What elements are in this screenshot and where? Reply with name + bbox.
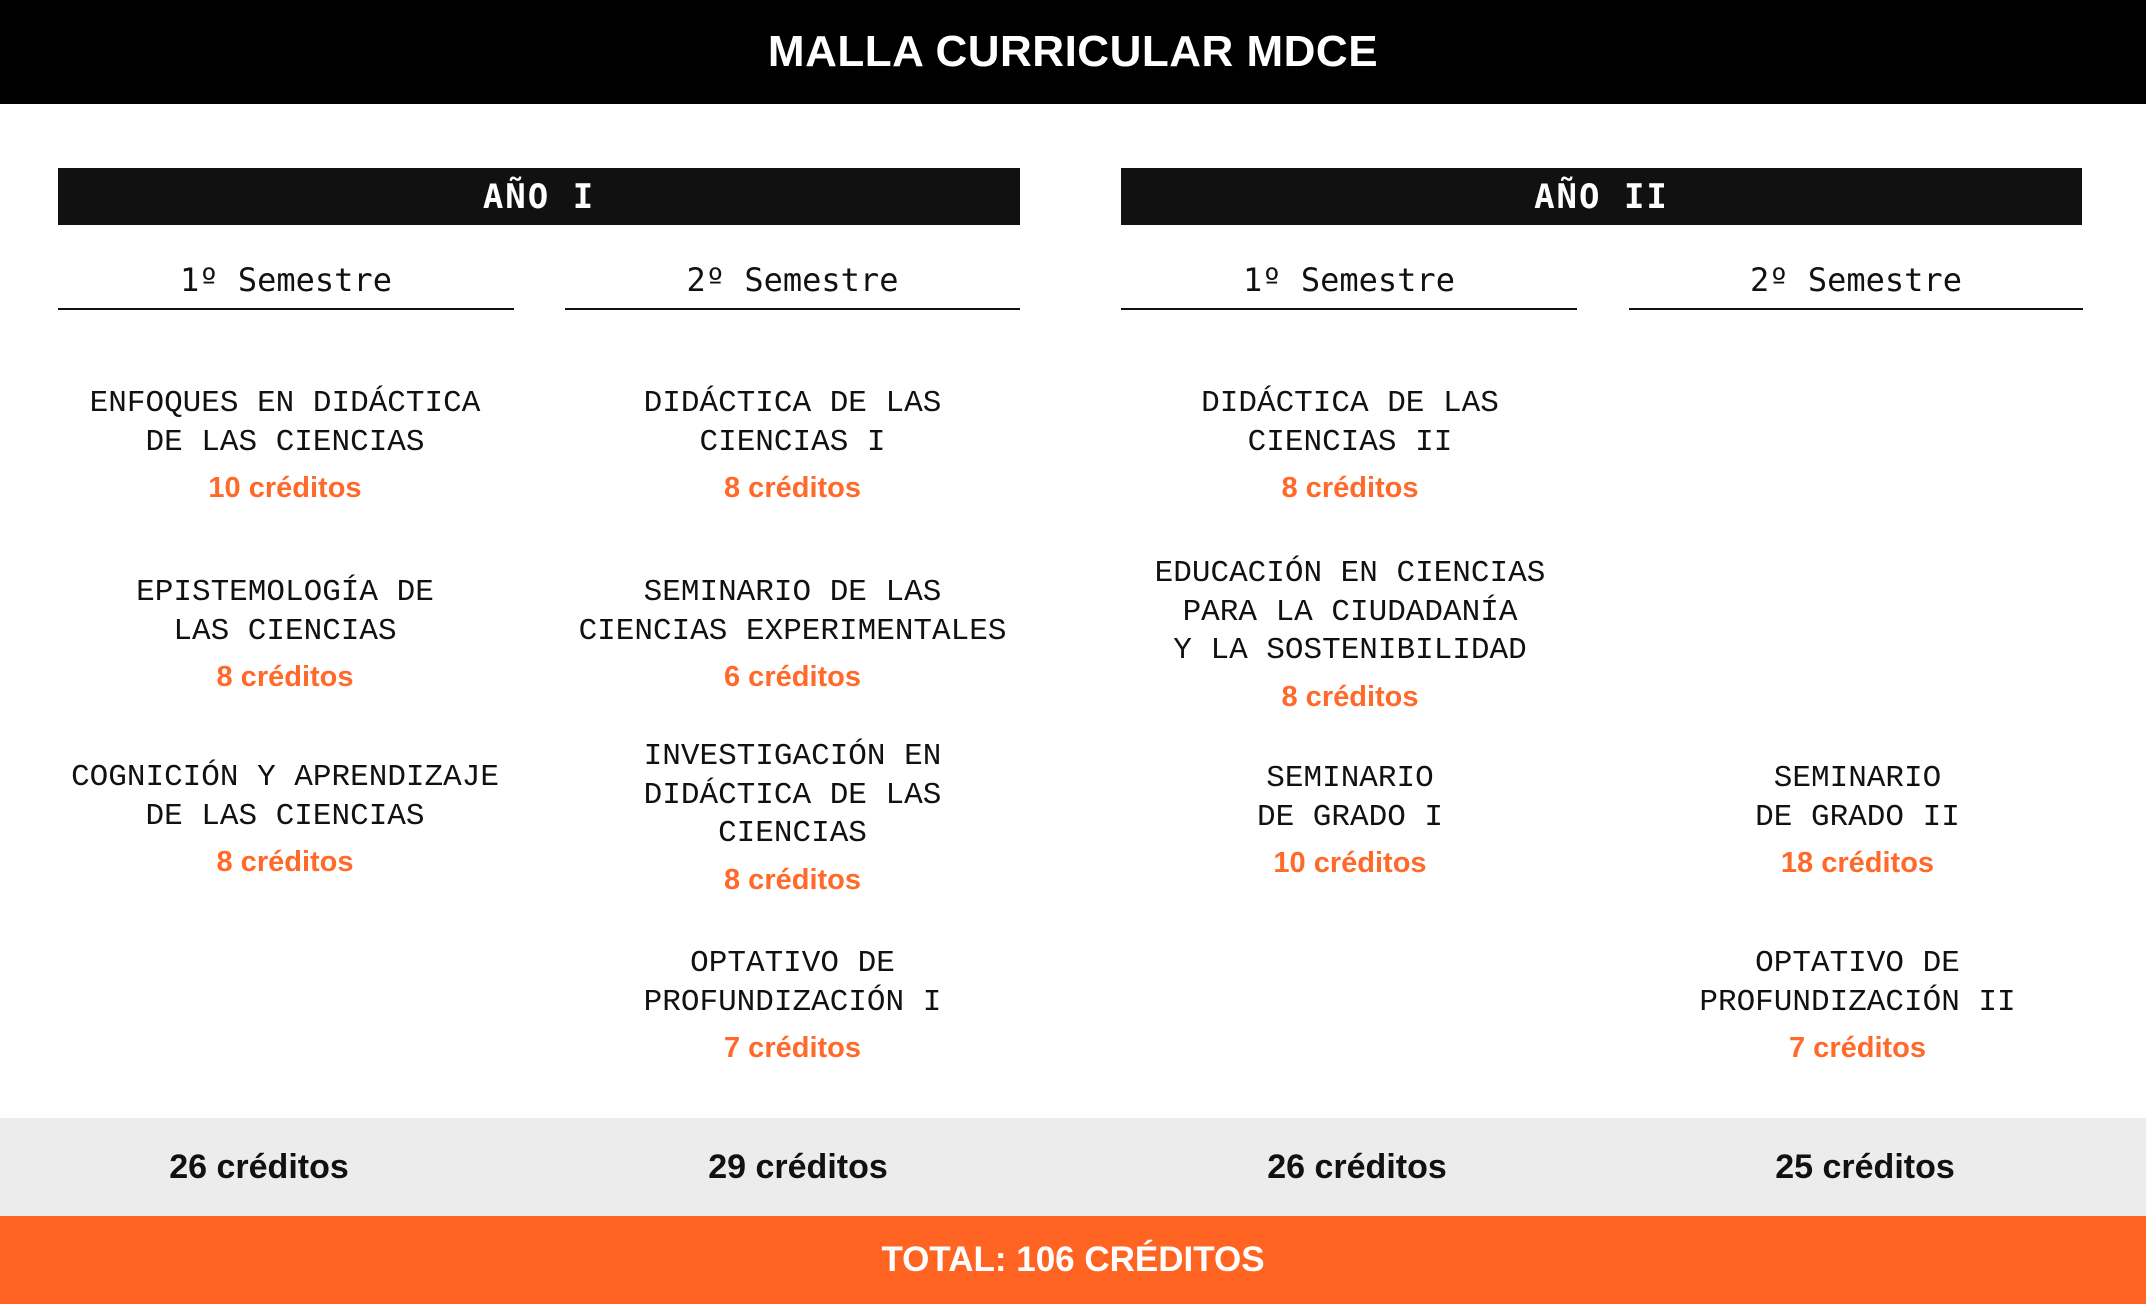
semester-header-y2-s1: 1º Semestre — [1121, 252, 1577, 310]
grand-total-banner: TOTAL: 106 CRÉDITOS — [0, 1216, 2146, 1304]
course-name: DIDÁCTICA DE LAS CIENCIAS II — [1201, 386, 1499, 460]
course-card — [1610, 760, 2105, 880]
course-name: SEMINARIO DE GRADO II — [1755, 761, 1960, 835]
semester-total-y2-s2: 25 créditos — [1775, 1147, 1955, 1186]
course-card — [40, 574, 530, 694]
course-name: OPTATIVO DE PROFUNDIZACIÓN I — [643, 946, 942, 1020]
course-card — [1100, 555, 1600, 714]
course-credits: 7 créditos — [724, 1032, 861, 1064]
year-header-2: AÑO II — [1121, 168, 2082, 225]
course-credits: 8 créditos — [1281, 680, 1419, 713]
course-name: OPTATIVO DE PROFUNDIZACIÓN II — [1699, 946, 2016, 1020]
semester-total-y2-s1: 26 créditos — [1267, 1147, 1447, 1186]
course-credits: 10 créditos — [208, 472, 362, 504]
course-card — [545, 385, 1040, 505]
course-name: COGNICIÓN Y APRENDIZAJE DE LAS CIENCIAS — [71, 760, 499, 834]
course-credits: 8 créditos — [216, 661, 354, 693]
semester-total-y1-s1: 26 créditos — [169, 1147, 349, 1186]
semester-total-y1-s2: 29 créditos — [708, 1147, 888, 1186]
semester-header-y1-s1: 1º Semestre — [58, 252, 514, 310]
course-card — [545, 574, 1040, 694]
semester-header-y2-s2: 2º Semestre — [1629, 252, 2083, 310]
course-credits: 8 créditos — [216, 846, 354, 878]
course-name: EDUCACIÓN EN CIENCIAS PARA LA CIUDADANÍA Y LA SOSTENIBILIDAD — [1154, 556, 1546, 668]
course-credits: 18 créditos — [1780, 847, 1935, 879]
course-credits: 7 créditos — [1789, 1032, 1926, 1064]
course-credits: 6 créditos — [724, 661, 861, 693]
course-name: INVESTIGACIÓN EN DIDÁCTICA DE LAS CIENCIAS — [643, 739, 942, 851]
page-title: MALLA CURRICULAR MDCE — [0, 0, 2146, 104]
course-card — [545, 945, 1040, 1065]
semester-totals-band — [0, 1118, 2146, 1216]
course-credits: 8 créditos — [1281, 472, 1419, 504]
course-credits: 8 créditos — [724, 863, 861, 896]
course-card — [545, 738, 1040, 897]
course-card — [1100, 385, 1600, 505]
year-header-1: AÑO I — [58, 168, 1020, 225]
course-credits: 8 créditos — [724, 472, 861, 504]
course-name: SEMINARIO DE LAS CIENCIAS EXPERIMENTALES — [578, 575, 1007, 649]
course-card — [40, 385, 530, 505]
semester-header-y1-s2: 2º Semestre — [565, 252, 1020, 310]
course-card — [1610, 945, 2105, 1065]
course-credits: 10 créditos — [1273, 847, 1427, 879]
course-name: ENFOQUES EN DIDÁCTICA DE LAS CIENCIAS — [89, 386, 481, 460]
course-name: EPISTEMOLOGÍA DE LAS CIENCIAS — [136, 575, 434, 649]
course-card — [40, 759, 530, 879]
course-name: SEMINARIO DE GRADO I — [1256, 761, 1444, 835]
course-card — [1100, 760, 1600, 880]
course-name: DIDÁCTICA DE LAS CIENCIAS I — [643, 386, 942, 460]
